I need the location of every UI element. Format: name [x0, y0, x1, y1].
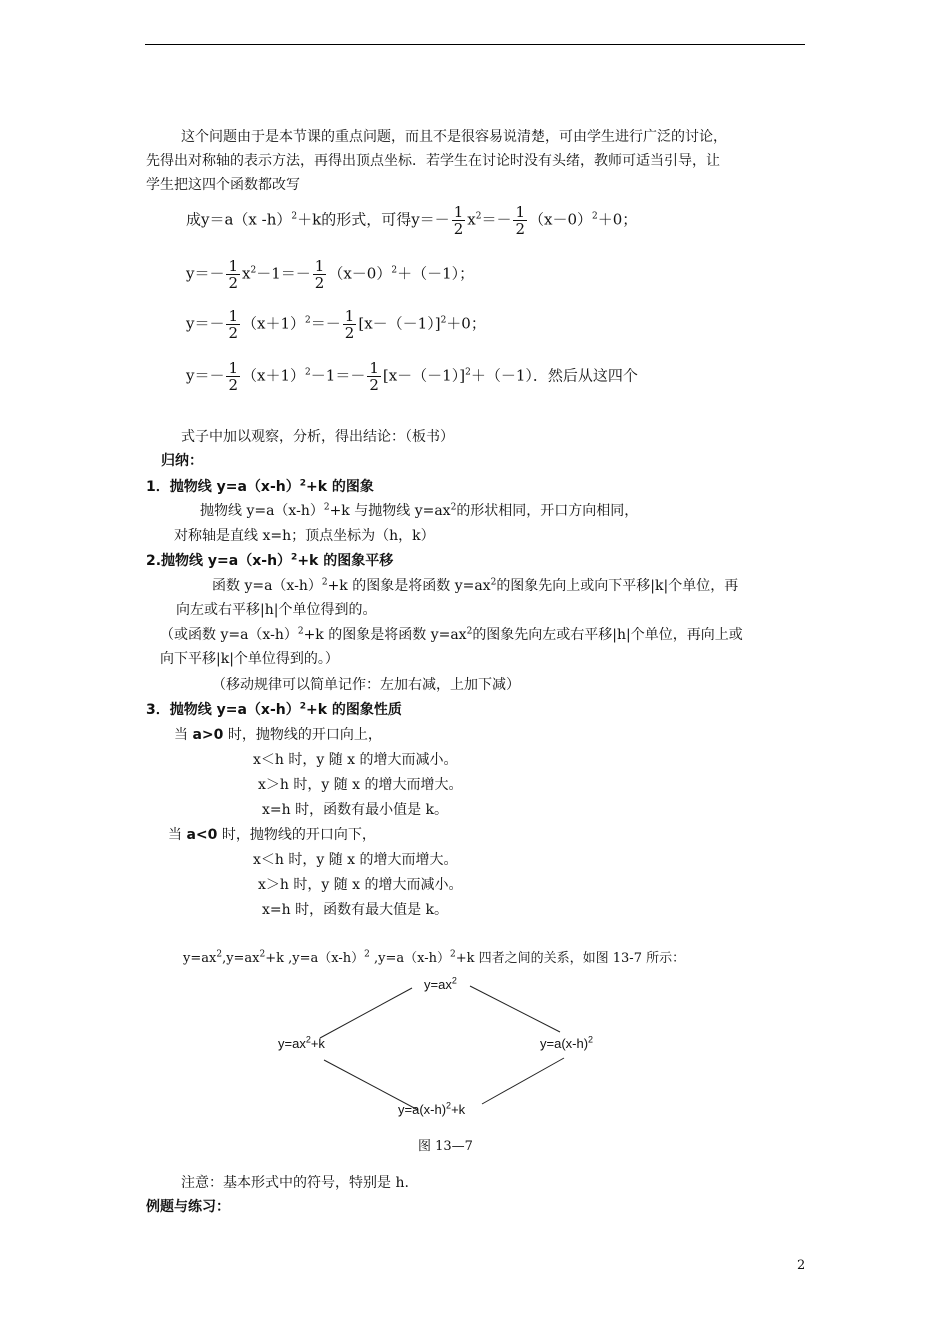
positive-a-heading — [174, 726, 382, 744]
body-text: y=ax — [183, 951, 217, 966]
relation-line — [183, 950, 685, 968]
node-top — [424, 977, 457, 992]
body-text: +k 四者之间的关系，如图 13-7 所示： — [455, 951, 686, 966]
exponent: 2 — [323, 502, 330, 513]
formula-text: （x－0） — [328, 264, 392, 283]
exponent: 2 — [490, 577, 497, 588]
formula-text: （x＋1） — [242, 366, 306, 385]
fraction — [513, 204, 527, 237]
exponent: 2 — [451, 975, 457, 986]
denominator: 2 — [228, 324, 239, 342]
intro-line-2: 先得出对称轴的表示方法，再得出顶点坐标．若学生在讨论时没有头绪，教师可适当引导，让 — [146, 153, 720, 169]
fraction — [313, 258, 327, 291]
heading-text: 1．抛物线 y=a（x-h） — [146, 479, 300, 495]
note-line: 注意：基本形式中的符号，特别是 h. — [181, 1175, 409, 1191]
heading-text: +k 的图象平移 — [297, 553, 394, 569]
exponent: 2 — [440, 315, 447, 326]
denominator: 2 — [228, 274, 239, 292]
exponent: 2 — [475, 211, 482, 222]
section-2-para-1 — [212, 577, 738, 595]
fraction — [367, 360, 381, 393]
intro-line-1: 这个问题由于是本节课的重点问题，而且不是很容易说清楚，可由学生进行广泛的讨论， — [181, 129, 727, 145]
formula-text: （x＋1） — [242, 314, 306, 333]
exponent: 2 — [297, 626, 304, 637]
numerator: 1 — [515, 203, 525, 221]
heading-text: +k 的图象 — [306, 479, 374, 495]
numerator: 1 — [228, 257, 239, 275]
fraction — [226, 308, 240, 341]
negative-a-rule-1: x＜h 时，y 随 x 的增大而增大。 — [253, 852, 458, 868]
formula-text: ＋（－1）； — [397, 264, 475, 283]
section-2-para-4: 向下平移|k|个单位得到的。） — [160, 651, 339, 667]
denominator: 2 — [453, 220, 464, 238]
node-label: y=ax — [278, 1036, 306, 1051]
exponent: 2 — [305, 315, 311, 326]
numerator: 1 — [344, 307, 355, 325]
header-rule — [145, 44, 805, 45]
exponent: 2 — [364, 949, 370, 960]
formula-line-1 — [186, 204, 637, 237]
observe-line: 式子中加以观察，分析，得出结论：（板书） — [181, 429, 454, 445]
formula-text: [x－（－1）] — [358, 314, 441, 333]
formula-text: ＋k的形式，可得y＝－ — [297, 210, 450, 229]
formula-text: ＝－ — [481, 210, 512, 229]
exponent: 2 — [466, 626, 473, 637]
formula-line-4 — [186, 360, 638, 393]
exponent: 2 — [305, 367, 311, 378]
section-1-body-2: 对称轴是直线 x=h；顶点坐标为（h，k） — [174, 528, 435, 544]
fraction — [226, 360, 240, 393]
section-2-para-2: 向左或右平移|h|个单位得到的。 — [176, 602, 377, 618]
formula-text: ＋0； — [597, 210, 638, 229]
formula-text: 成y＝a（x -h） — [186, 210, 292, 229]
exponent: 2 — [592, 211, 598, 222]
section-2-heading — [146, 552, 393, 570]
formula-text: ＝－ — [310, 314, 341, 333]
exponent: 2 — [450, 949, 456, 960]
exponent: 2 — [299, 478, 306, 489]
formula-text: y＝－ — [186, 366, 225, 385]
condition-text: a<0 — [186, 827, 218, 843]
formula-text: y＝－ — [186, 314, 225, 333]
body-text: 当 — [174, 727, 193, 743]
fraction — [452, 204, 466, 237]
formula-text: －1＝－ — [256, 264, 311, 283]
negative-a-heading — [168, 826, 376, 844]
numerator: 1 — [314, 257, 325, 275]
section-3-heading — [146, 701, 402, 719]
body-text: 抛物线 y=a（x-h） — [200, 503, 324, 519]
fraction — [343, 308, 357, 341]
formula-text: －1＝－ — [310, 366, 366, 385]
numerator: 1 — [453, 203, 464, 221]
denominator: 2 — [228, 376, 239, 394]
diagram-edge — [320, 988, 412, 1038]
summary-heading: 归纳： — [161, 453, 203, 469]
body-text: +k ,y=a（x-h） — [265, 951, 365, 966]
formula-text: x — [467, 210, 476, 229]
section-2-para-5: （移动规律可以简单记作：左加右减，上加下减） — [212, 677, 520, 693]
exponent: 2 — [291, 211, 298, 222]
negative-a-rule-2: x＞h 时，y 随 x 的增大而减小。 — [258, 877, 463, 893]
exponent: 2 — [450, 502, 457, 513]
exponent: 2 — [216, 949, 223, 960]
positive-a-rule-1: x＜h 时，y 随 x 的增大而减小。 — [253, 752, 458, 768]
condition-text: a>0 — [192, 727, 224, 743]
node-label: y=a(x-h) — [398, 1102, 447, 1117]
denominator: 2 — [515, 220, 525, 238]
negative-a-rule-3: x=h 时，函数有最大值是 k。 — [262, 902, 449, 918]
exponent: 2 — [588, 1034, 594, 1045]
body-text: 函数 y=a（x-h） — [212, 578, 322, 594]
denominator: 2 — [369, 376, 379, 394]
node-left — [278, 1036, 325, 1051]
node-bottom — [398, 1102, 465, 1117]
section-1-body-1 — [200, 502, 638, 520]
section-2-para-3 — [160, 626, 743, 644]
numerator: 1 — [228, 307, 239, 325]
formula-text: x — [242, 264, 251, 283]
positive-a-rule-2: x＞h 时，y 随 x 的增大而增大。 — [258, 777, 463, 793]
formula-text: ＋0； — [446, 314, 486, 333]
node-label: +k — [451, 1102, 466, 1117]
body-text: ,y=a（x-h） — [369, 951, 450, 966]
heading-text: 2.抛物线 y=a（x-h） — [146, 553, 292, 569]
diagram-edge — [482, 1058, 564, 1104]
figure-caption: 图 13—7 — [418, 1139, 473, 1154]
body-text: ,y=ax — [222, 951, 260, 966]
body-text: （或函数 y=a（x-h） — [160, 627, 298, 643]
formula-line-2 — [186, 258, 474, 291]
exponent: 2 — [305, 1034, 311, 1045]
heading-text: +k 的图象性质 — [306, 702, 402, 718]
numerator: 1 — [369, 359, 379, 377]
heading-text: 3．抛物线 y=a（x-h） — [146, 702, 300, 718]
exponent: 2 — [299, 701, 306, 712]
node-label: y=ax — [424, 977, 452, 992]
examples-heading: 例题与练习： — [146, 1199, 230, 1215]
fraction — [226, 258, 240, 291]
intro-line-3: 学生把这四个函数都改写 — [146, 177, 300, 193]
body-text: 的图象先向上或向下平移|k|个单位，再 — [496, 578, 739, 594]
body-text: 的形状相同，开口方向相同， — [456, 503, 639, 519]
node-label: +k — [310, 1036, 325, 1051]
exponent: 2 — [259, 949, 266, 960]
section-1-heading — [146, 478, 374, 496]
body-text: +k 的图象是将函数 y=ax — [327, 578, 491, 594]
body-text: 时，抛物线的开口向上， — [223, 727, 382, 743]
formula-text: y＝－ — [186, 264, 225, 283]
formula-text: [x－（－1）] — [382, 366, 466, 385]
exponent: 2 — [250, 265, 257, 276]
denominator: 2 — [344, 324, 355, 342]
body-text: 时，抛物线的开口向下， — [217, 827, 376, 843]
exponent: 2 — [291, 552, 298, 563]
formula-text: （x－0） — [529, 210, 593, 229]
diagram-edge — [470, 986, 560, 1032]
exponent: 2 — [465, 367, 471, 378]
node-right — [540, 1036, 593, 1051]
numerator: 1 — [228, 359, 239, 377]
body-text: 的图象先向左或右平移|h|个单位，再向上或 — [472, 627, 743, 643]
exponent: 2 — [446, 1100, 452, 1111]
formula-text: ＋（－1）．然后从这四个 — [470, 366, 638, 385]
positive-a-rule-3: x=h 时，函数有最小值是 k。 — [262, 802, 449, 818]
body-text: +k 与抛物线 y=ax — [329, 503, 451, 519]
formula-line-3 — [186, 308, 486, 341]
page-number: 2 — [797, 1258, 806, 1273]
denominator: 2 — [314, 274, 325, 292]
body-text: 当 — [168, 827, 187, 843]
exponent: 2 — [321, 577, 328, 588]
exponent: 2 — [391, 265, 398, 276]
node-label: y=a(x-h) — [540, 1036, 589, 1051]
body-text: +k 的图象是将函数 y=ax — [303, 627, 467, 643]
